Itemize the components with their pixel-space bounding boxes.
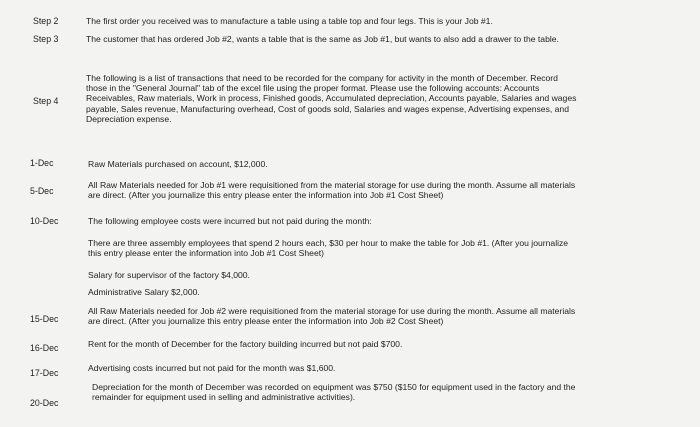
step-4-line: Depreciation expense. xyxy=(86,113,172,124)
step-3-text: The customer that has ordered Job #2, wants a table that is the same as Job #1, but wants to also add a drawer to the table. xyxy=(86,34,559,44)
supervisor-salary-text: Salary for supervisor of the factory $4,000. xyxy=(88,270,250,280)
step-2-label: Step 2 xyxy=(33,16,59,26)
step-4-line: The following is a list of transactions that need to be recorded for the company for activity in the month of December. Record xyxy=(86,73,558,83)
date-5-dec: 5-Dec xyxy=(30,186,54,196)
step-4-line: payable, Sales revenue, Manufacturing overhead, Cost of goods sold, Salaries and wages expense, Advertising expenses, and xyxy=(86,103,569,114)
transaction-line: this entry please enter the information into Job #1 Cost Sheet) xyxy=(88,248,324,259)
transaction-17-dec-text: Advertising costs incurred but not paid for the month was $1,600. xyxy=(88,363,336,373)
transaction-10-dec-text: The following employee costs were incurred but not paid during the month: xyxy=(88,216,372,226)
transaction-1-dec-text: Raw Materials purchased on account, $12,000. xyxy=(88,159,268,169)
step-4-text xyxy=(86,73,576,124)
transaction-16-dec-text: Rent for the month of December for the factory building incurred but not paid $700. xyxy=(88,339,403,349)
transaction-line: All Raw Materials needed for Job #1 were requisitioned from the material storage for use during the month. Assume all materials xyxy=(88,180,576,190)
date-20-dec: 20-Dec xyxy=(30,398,59,408)
date-17-dec: 17-Dec xyxy=(30,368,59,378)
administrative-salary-text: Administrative Salary $2,000. xyxy=(88,287,200,297)
transaction-20-dec-text xyxy=(92,382,575,402)
step-4-line: Receivables, Raw materials, Work in process, Finished goods, Accumulated depreciation, Accounts payable, Salaries and wages xyxy=(86,93,577,104)
step-4-label: Step 4 xyxy=(33,96,59,106)
date-16-dec: 16-Dec xyxy=(30,343,59,353)
date-10-dec: 10-Dec xyxy=(30,216,59,226)
transaction-line: are direct. (After you journalize this entry please enter the information into Job #2 Cost Sheet) xyxy=(88,316,444,327)
transaction-15-dec-text xyxy=(88,306,575,326)
transaction-line: There are three assembly employees that spend 2 hours each, $30 per hour to make the table for Job #1. (After you journalize xyxy=(88,238,569,248)
transaction-line: Depreciation for the month of December was recorded on equipment was $750 ($150 for equipment used in the factory and the xyxy=(92,382,576,392)
transaction-line: are direct. (After you journalize this entry please enter the information into Job #1 Cost Sheet) xyxy=(88,190,444,201)
transaction-line: remainder for equipment used in selling and administrative activities). xyxy=(92,392,356,403)
step-4-line: those in the "General Journal" tab of the excel file using the proper format. Please use the following accounts: Accounts xyxy=(86,83,540,94)
date-1-dec: 1-Dec xyxy=(30,158,54,168)
step-3-label: Step 3 xyxy=(33,34,59,44)
assembly-employees-text xyxy=(88,238,568,258)
date-15-dec: 15-Dec xyxy=(30,314,59,324)
transaction-line: All Raw Materials needed for Job #2 were requisitioned from the material storage for use during the month. Assume all materials xyxy=(88,306,576,316)
step-2-text: The first order you received was to manufacture a table using a table top and four legs. This is your Job #1. xyxy=(86,16,493,26)
transaction-5-dec-text xyxy=(88,180,575,200)
